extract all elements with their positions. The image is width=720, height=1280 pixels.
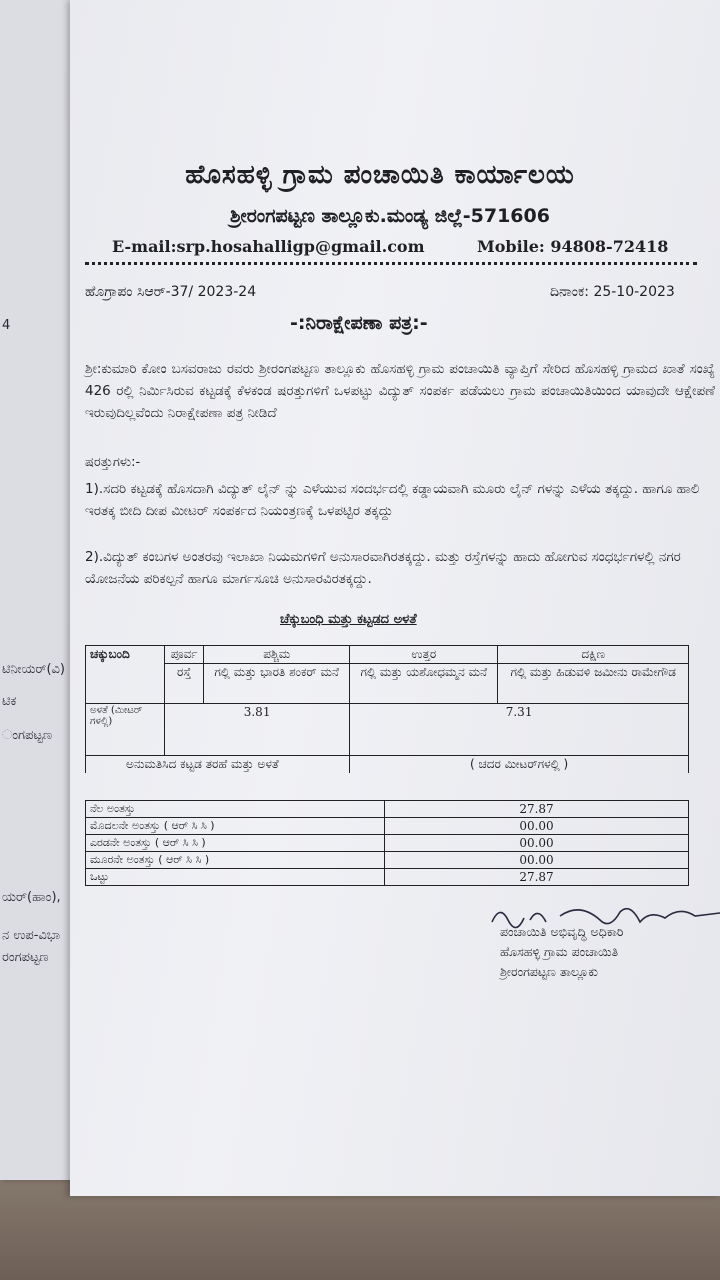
floor-row-name: ಮೂರನೇ ಅಂತಸ್ತು ( ಆರ್ ಸಿ ಸಿ ) bbox=[86, 852, 385, 869]
margin-text: ನ ಉಪ-ವಿಭಾ bbox=[2, 928, 61, 943]
floor-row-name: ಮೊದಲನೇ ಅಂತಸ್ತು ( ಆರ್ ಸಿ ಸಿ ) bbox=[86, 818, 385, 835]
measure-east-west: 3.81 bbox=[165, 704, 350, 756]
margin-text: ಟಿನೀಯರ್(ವಿ) bbox=[2, 662, 66, 677]
margin-text: 4 bbox=[2, 318, 11, 333]
floor-row-value: 27.87 bbox=[385, 801, 689, 818]
floor-row-name: ನೆಲ ಅಂತಸ್ತು bbox=[86, 801, 385, 818]
margin-text: ಟಿಕ bbox=[2, 694, 17, 709]
east-value: ರಸ್ತೆ bbox=[165, 664, 204, 704]
east-header: ಪೂರ್ವ bbox=[165, 646, 204, 664]
office-address: ಶ್ರೀರಂಗಪಟ್ಟಣ ತಾಲ್ಲೂಕು.ಮಂಡ್ಯ ಜಿಲ್ಲೆ-571606 bbox=[230, 205, 550, 227]
signatory-taluk: ಶ್ರೀರಂಗಪಟ್ಟಣ ತಾಲ್ಲೂಕು bbox=[500, 964, 599, 979]
signatory-office: ಹೊಸಹಳ್ಳಿ ಗ್ರಾಮ ಪಂಚಾಯಿತಿ bbox=[500, 944, 619, 959]
table-title: ಚೆಕ್ಕುಬಂಧಿ ಮತ್ತು ಕಟ್ಟಡದ ಅಳತೆ bbox=[280, 612, 417, 627]
office-mobile: Mobile: 94808-72418 bbox=[477, 237, 669, 256]
document-title: -:ನಿರಾಕ್ಷೇಪಣಾ ಪತ್ರ:- bbox=[290, 312, 428, 334]
south-value: ಗಲ್ಲಿ ಮತ್ತು ಹಿಡುವಳಿ ಜಮೀನು ರಾಮೇಗೌಡ bbox=[498, 664, 689, 704]
condition-2: 2).ವಿದ್ಯುತ್ ಕಂಬಗಳ ಅಂತರವು ಇಲಾಖಾ ನಿಯಮಗಳಿಗೆ ಅನುಸಾರವಾಗಿರತಕ್ಕದ್ದು. ಮತ್ತು ರಸ್ತೆಗಳನ್ನು ಹಾದು ಹೋಗುವ ಸಂಧರ್ಭಗಳಲ್ಲಿ ನಗರ ಯೋಜನೆಯ ಪರಿಕಲ್ಪನೆ ಹಾಗೂ ಮಾರ್ಗಸೂಚಿ ಅನುಸಾರವಿರತಕ್ಕದ್ದು. bbox=[85, 549, 681, 587]
floor-row-value: 27.87 bbox=[385, 869, 689, 886]
measure-north-south: 7.31 bbox=[350, 704, 689, 756]
south-header: ದಕ್ಷಿಣ bbox=[498, 646, 689, 664]
floor-row-name: ಎರಡನೇ ಅಂತಸ್ತು ( ಆರ್ ಸಿ ಸಿ ) bbox=[86, 835, 385, 852]
letter-page bbox=[70, 0, 720, 1196]
floor-row-name: ಒಟ್ಟು bbox=[86, 869, 385, 886]
reference-number: ಹೊಗ್ರಾಪಂ ಸಿಆರ್-37/ 2023-24 bbox=[85, 284, 257, 300]
signature-block bbox=[500, 922, 623, 982]
margin-text: ಂಗಪಟ್ಟಣ bbox=[2, 728, 53, 743]
margin-text: ರಂಗಪಟ್ಟಣ bbox=[2, 950, 49, 965]
west-header: ಪಶ್ಚಿಮ bbox=[204, 646, 350, 664]
west-value: ಗಲ್ಲಿ ಮತ್ತು ಭಾರತಿ ಶಂಕರ್ ಮನೆ bbox=[204, 664, 350, 704]
floors-table bbox=[85, 800, 689, 886]
floor-row-value: 00.00 bbox=[385, 852, 689, 869]
body-paragraph: ಶ್ರೀ:ಕುಮಾರಿ ಕೋಂ ಬಸವರಾಜು ರವರು ಶ್ರೀರಂಗಪಟ್ಟಣ ತಾಲ್ಲೂಕು ಹೊಸಹಳ್ಳಿ ಗ್ರಾಮ ಪಂಚಾಯಿತಿ ವ್ಯಾಪ್ತಿಗೆ ಸೇರಿದ ಹೊಸಹಳ್ಳಿ ಗ್ರಾಮದ ಖಾತೆ ಸಂಖ್ಯೆ 426 ರಲ್ಲಿ ನಿರ್ಮಿಸಿರುವ ಕಟ್ಟಡಕ್ಕೆ ಕೆಳಕಂಡ ಷರತ್ತುಗಳಿಗೆ ಒಳಪಟ್ಟು ವಿದ್ಯುತ್ ಸಂಪರ್ಕ ಪಡೆಯಲು ಗ್ರಾಮ ಪಂಚಾಯಿತಿಯಿಂದ ಯಾವುದೇ ಆಕ್ಷೇಪಣೆ ಇರುವುದಿಲ್ಲವೆಂದು ನಿರಾಕ್ಷೇಪಣಾ ಪತ್ರ ನೀಡಿದೆ bbox=[85, 361, 715, 421]
floor-row-value: 00.00 bbox=[385, 835, 689, 852]
condition-1: 1).ಸದರಿ ಕಟ್ಟಡಕ್ಕೆ ಹೊಸದಾಗಿ ವಿದ್ಯುತ್ ಲೈನ್ ನ್ನು ಎಳೆಯುವ ಸಂದರ್ಭದಲ್ಲಿ ಕಡ್ಡಾಯವಾಗಿ ಮೂರು ಲೈನ್ ಗಳನ್ನು ಎಳೆಯ ತಕ್ಕದ್ದು. ಹಾಗೂ ಹಾಲಿ ಇರತಕ್ಕ ಬೀದಿ ದೀಪ ಮೀಟರ್ ಸಂಪರ್ಕದ ನಿಯಂತ್ರಣಕ್ಕೆ ಒಳಪಟ್ಟಿರ ತಕ್ಕದ್ದು bbox=[85, 481, 700, 519]
margin-text: ಯರ್(ಹಾಂ), bbox=[2, 890, 61, 905]
floor-row-value: 00.00 bbox=[385, 818, 689, 835]
header-divider bbox=[85, 262, 697, 265]
boundaries-table bbox=[85, 645, 689, 773]
office-email: E-mail:srp.hosahalligp@gmail.com bbox=[112, 237, 425, 256]
measure-label: ಅಳತೆ (ಮೀಟರ್ ಗಳಲ್ಲಿ) bbox=[86, 704, 165, 756]
floors-heading: ಅನುಮತಿಸಿದ ಕಟ್ಟಡ ತರಹೆ ಮತ್ತು ಅಳತೆ bbox=[86, 756, 350, 774]
signatory-title: ಪಂಚಾಯಿತಿ ಅಭಿವೃದ್ಧಿ ಅಧಿಕಾರಿ bbox=[500, 924, 624, 939]
letter-date: ದಿನಾಂಕ: 25-10-2023 bbox=[550, 284, 675, 300]
north-value: ಗಲ್ಲಿ ಮತ್ತು ಯಶೋಧಮ್ಮನ ಮನೆ bbox=[350, 664, 498, 704]
north-header: ಉತ್ತರ bbox=[350, 646, 498, 664]
office-title: ಹೊಸಹಳ್ಳಿ ಗ್ರಾಮ ಪಂಚಾಯಿತಿ ಕಾರ್ಯಾಲಯ bbox=[185, 160, 575, 190]
conditions-heading: ಷರತ್ತುಗಳು:- bbox=[85, 455, 141, 470]
boundary-label: ಚಕ್ಕುಬಂದಿ bbox=[86, 646, 165, 704]
floors-unit: ( ಚದರ ಮೀಟರ್‌ಗಳಲ್ಲಿ ) bbox=[350, 756, 689, 774]
